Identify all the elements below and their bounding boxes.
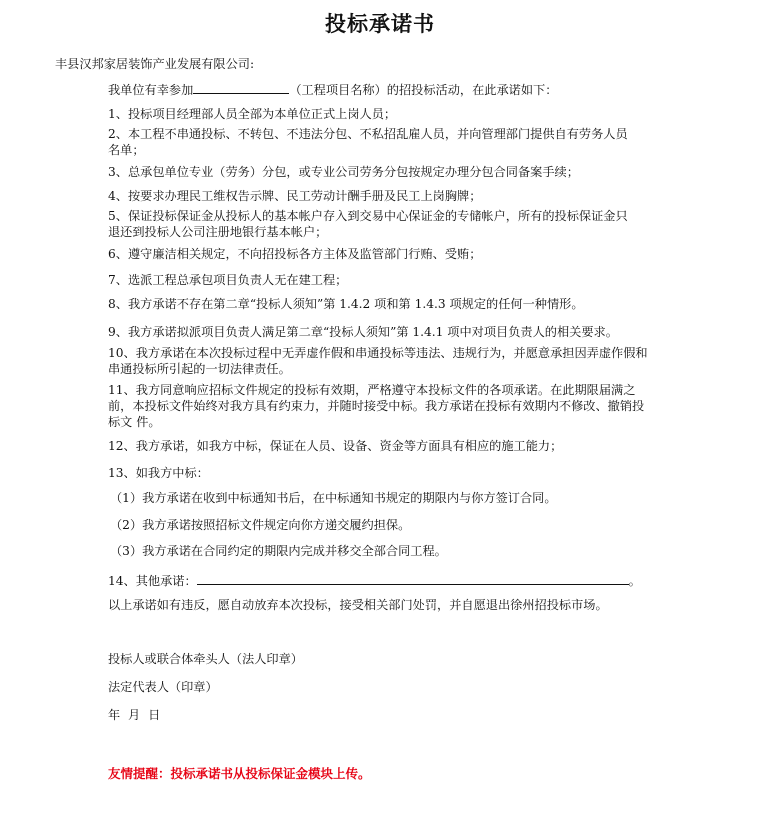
bidder-seal-line: 投标人或联合体牵头人（法人印章） bbox=[108, 652, 303, 666]
commitment-line: 12、我方承诺，如我方中标，保证在人员、设备、资金等方面具有相应的施工能力； bbox=[108, 439, 563, 453]
commitment-line: 名单； bbox=[108, 143, 145, 157]
commitment-line: 13、如我方中标： bbox=[108, 466, 209, 480]
project-name-blank bbox=[193, 81, 289, 94]
other-commitments-blank bbox=[197, 572, 629, 585]
commitment-line: 3、总承包单位专业（劳务）分包，或专业公司劳务分包按规定办理分包合同备案手续； bbox=[108, 165, 579, 179]
other-commitments-end: 。 bbox=[628, 574, 641, 588]
commitment-line: 1、投标项目经理部人员全部为本单位正式上岗人员； bbox=[108, 107, 397, 121]
commitment-line: 标文 件。 bbox=[108, 415, 161, 429]
intro-after: （工程项目名称）的招投标活动，在此承诺如下： bbox=[289, 83, 558, 97]
addressee: 丰县汉邦家居装饰产业发展有限公司: bbox=[55, 57, 255, 71]
upload-reminder: 友情提醒：投标承诺书从投标保证金模块上传。 bbox=[108, 766, 371, 781]
commitment-line: 4、按要求办理民工维权告示牌、民工劳动计酬手册及民工上岗胸牌； bbox=[108, 189, 482, 203]
intro-line bbox=[108, 81, 557, 99]
commitment-line: 8、我方承诺不存在第二章“投标人须知”第 1.4.2 项和第 1.4.3 项规定的任何一种情形。 bbox=[108, 297, 584, 311]
closing-statement: 以上承诺如有违反，愿自动放弃本次投标，接受相关部门处罚，并自愿退出徐州招投标市场。 bbox=[108, 598, 608, 612]
document-title: 投标承诺书 bbox=[325, 12, 435, 36]
commitment-line: 6、遵守廉洁相关规定，不向招投标各方主体及监管部门行贿、受贿； bbox=[108, 247, 482, 261]
commitment-line: 5、保证投标保证金从投标人的基本帐户存入到交易中心保证金的专储帐户，所有的投标保证金只 bbox=[108, 209, 628, 223]
commitment-line: 7、选派工程总承包项目负责人无在建工程； bbox=[108, 273, 348, 287]
commitment-line: 2、本工程不串通投标、不转包、不违法分包、不私招乱雇人员，并向管理部门提供自有劳务人员 bbox=[108, 127, 628, 141]
commitment-line: 10、我方承诺在本次投标过程中无弄虚作假和串通投标等违法、违规行为，并愿意承担因弄虚作假和 bbox=[108, 346, 648, 360]
commitment-line: 串通投标所引起的一切法律责任。 bbox=[108, 362, 291, 376]
other-commitments-label: 14、其他承诺： bbox=[108, 574, 197, 588]
commitment-line: 前，本投标文件始终对我方具有约束力，并随时接受中标。我方承诺在投标有效期内不修改、撤销投 bbox=[108, 399, 645, 413]
commitment-line: 11、我方同意响应招标文件规定的投标有效期，严格遵守本投标文件的各项承诺。在此期限届满之 bbox=[108, 383, 636, 397]
commitment-line: （2）我方承诺按照招标文件规定向你方递交履约担保。 bbox=[110, 518, 411, 532]
legal-rep-seal-line: 法定代表人（印章） bbox=[108, 680, 218, 694]
commitment-line: 9、我方承诺拟派项目负责人满足第二章“投标人须知”第 1.4.1 项中对项目负责人的相关要求。 bbox=[108, 325, 618, 339]
commitment-line: （1）我方承诺在收到中标通知书后，在中标通知书规定的期限内与你方签订合同。 bbox=[110, 491, 557, 505]
date-line: 年 月 日 bbox=[108, 708, 161, 722]
commitment-line: 退还到投标人公司注册地银行基本帐户； bbox=[108, 225, 328, 239]
other-commitments-line bbox=[108, 572, 641, 590]
intro-before: 我单位有幸参加 bbox=[108, 83, 194, 97]
commitment-line: （3）我方承诺在合同约定的期限内完成并移交全部合同工程。 bbox=[110, 544, 447, 558]
